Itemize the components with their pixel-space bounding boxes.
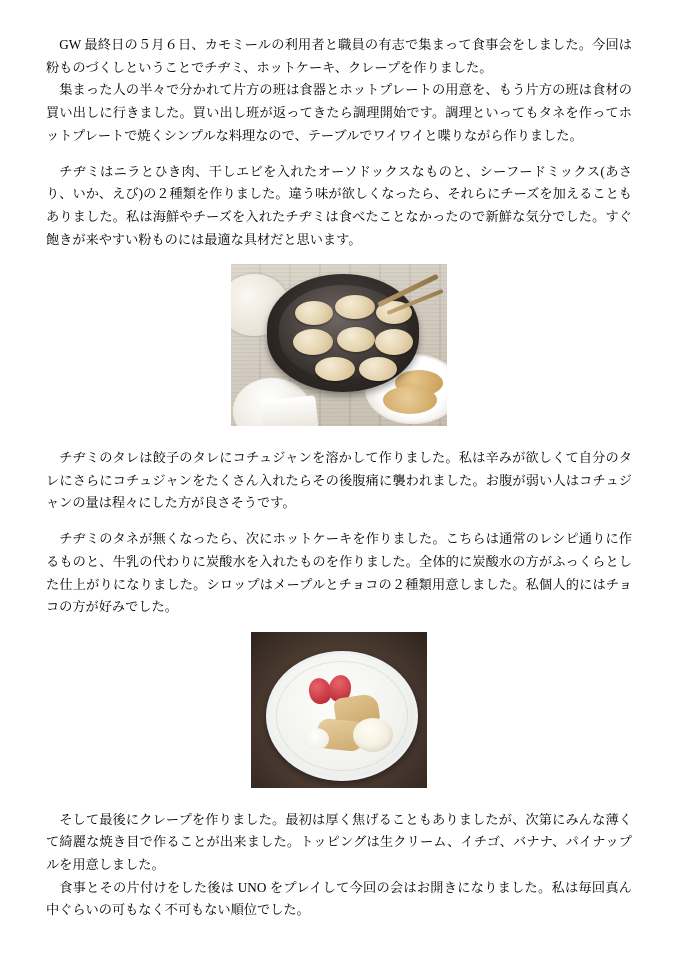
pancake-slice-2 bbox=[316, 718, 367, 753]
photo-hotplate-chijimi bbox=[231, 264, 447, 426]
figure-pancake-plate bbox=[46, 632, 632, 796]
paragraph-chijimi-1: チヂミはニラとひき肉、干しエビを入れたオーソドックスなものと、シーフードミックス(あさり、いか、えび)の２種類を作りました。違う味が欲しくなったら、それらにチーズを加えることもありました。私は海鮮やチーズを入れたチヂミは食べたことなかったので新鮮な気分でした。すぐ飽きが来やすい粉ものには最適な具材だと思います。 bbox=[46, 163, 632, 247]
paragraph-block-crepe bbox=[46, 809, 632, 923]
tissue-box bbox=[259, 395, 318, 426]
serving-plate bbox=[266, 651, 418, 781]
paragraph-intro-2: 集まった人の半々で分かれて片方の班は食器とホットプレートの用意を、もう片方の班は食材の買い出しに行きました。買い出し班が返ってきたら調理開始です。調理といってもタネを作ってホットプレートで焼くシンプルな料理なので、テーブルでワイワイと喋りながら作りました。 bbox=[46, 82, 632, 143]
whipped-cream-2 bbox=[303, 728, 329, 750]
pancake-slice-1 bbox=[333, 693, 381, 731]
paragraph-crepe-2: 食事とその片付けをした後は UNO をプレイして今回の会はお開きになりました。私は毎回真ん中ぐらいの可もなく不可もない順位でした。 bbox=[46, 879, 632, 918]
paragraph-hotcake-1: チヂミのタネが無くなったら、次にホットケーキを作りました。こちらは通常のレシピ通りに作るものと、牛乳の代わりに炭酸水を入れたものを作りました。全体的に炭酸水の方がふっくらとした仕上がりになりました。シロップはメープルとチョコの２種類用意しました。私個人的にはチョコの方が好みでした。 bbox=[46, 531, 632, 615]
chijimi-piece bbox=[359, 357, 397, 381]
chijimi-piece bbox=[295, 301, 333, 325]
figure-hotplate bbox=[46, 264, 632, 434]
whipped-cream-1 bbox=[353, 718, 393, 752]
strawberry-1 bbox=[306, 676, 334, 707]
paragraph-intro-1: GW 最終日の５月６日、カモミールの利用者と職員の有志で集まって食事会をしました。今回は粉ものづくしということでチヂミ、ホットケーキ、クレープを作りました。 bbox=[46, 37, 632, 75]
chijimi-piece bbox=[315, 357, 355, 381]
paragraph-crepe-1: そして最後にクレープを作りました。最初は厚く焦げることもありましたが、次第にみんな薄くて綺麗な焼き目で作ることが出来ました。トッピングは生クリーム、イチゴ、バナナ、パイナップルを用意しました。 bbox=[46, 811, 632, 873]
photo-pancake-plate bbox=[251, 632, 427, 788]
chijimi-piece bbox=[293, 329, 333, 355]
chijimi-piece bbox=[335, 295, 375, 319]
strawberry-2 bbox=[327, 673, 353, 703]
chijimi-piece bbox=[337, 327, 375, 352]
paragraph-block-chijimi bbox=[46, 161, 632, 252]
paragraph-tare-1: チヂミのタレは餃子のタレにコチュジャンを溶かして作りました。私は辛みが欲しくて自分のタレにさらにコチュジャンをたくさん入れたらその後腹痛に襲われました。お腹が弱い人はコチュジャンの量は程々にした方が良さそうです。 bbox=[46, 450, 632, 511]
paragraph-block-hotcake bbox=[46, 528, 632, 619]
paragraph-block-tare bbox=[46, 447, 632, 515]
document-body bbox=[46, 34, 632, 922]
paragraph-block-intro bbox=[46, 34, 632, 148]
chijimi-piece bbox=[375, 329, 413, 355]
